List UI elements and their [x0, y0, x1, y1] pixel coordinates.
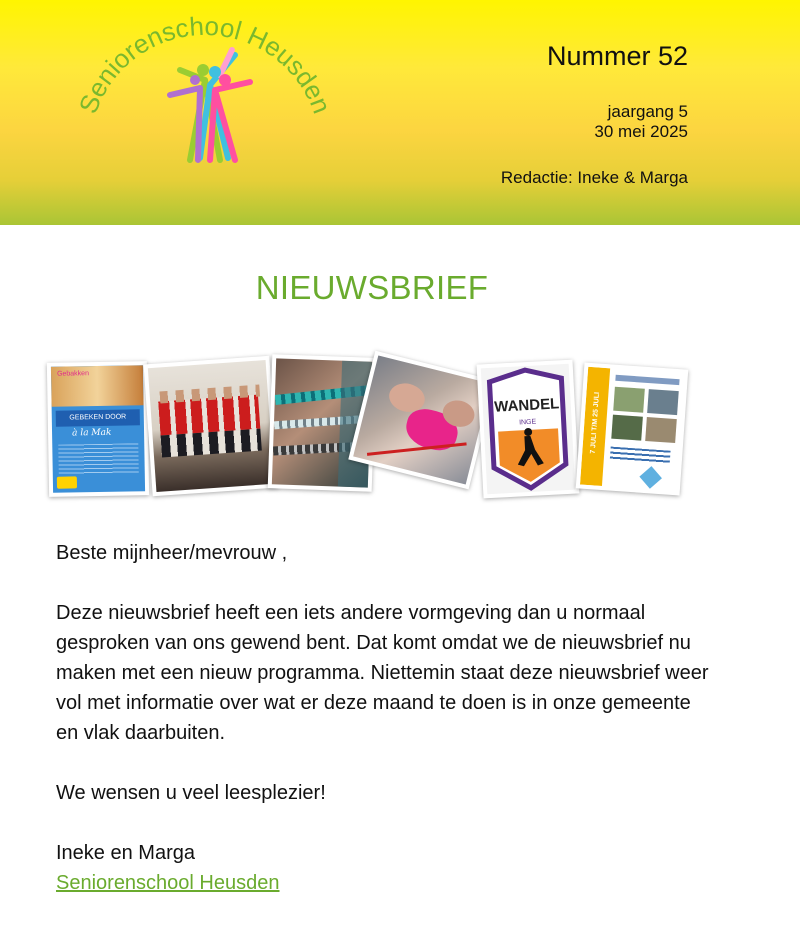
issue-info	[501, 40, 688, 188]
issue-date: 30 mei 2025	[594, 122, 688, 141]
seniorenschool-link[interactable]: Seniorenschool Heusden	[56, 872, 280, 894]
photo-wandel-badge	[477, 360, 580, 499]
badge-shield-icon	[481, 364, 575, 494]
signature: Ineke en Marga	[56, 842, 195, 864]
newsletter-title: NIEUWSBRIEF	[255, 269, 489, 306]
letter-body	[56, 538, 716, 898]
badge-name: INGE	[518, 418, 537, 427]
editors: Redactie: Ineke & Marga	[500, 168, 688, 187]
greeting: Beste mijnheer/mevrouw ,	[56, 542, 288, 564]
poster-caption-mid: GEBEKEN DOOR	[56, 409, 140, 426]
logo-text: Seniorenschool Heusden	[72, 10, 338, 118]
header-banner	[0, 0, 800, 225]
poster-caption-script: à la Mak	[71, 427, 112, 439]
photo-activity-flyer	[576, 363, 689, 496]
issue-number: Nummer 52	[546, 41, 688, 71]
photo-collage	[40, 350, 700, 510]
reading-wish: We wensen u veel leesplezier!	[56, 782, 326, 804]
intro-paragraph: Deze nieuwsbrief heeft een iets andere vormgeving dan u normaal gesproken van ons gewend bent. Dat komt omdat we de nieuwsbrief nu maken met een nieuw programma. Niettemin staat deze nieuwsbrief weer vol met informatie over wat er deze maand te doen is in onze gemeente en vlak daarbuiten.	[56, 602, 709, 744]
year-volume: jaargang 5	[607, 102, 688, 121]
photo-poster-baking	[47, 361, 149, 497]
badge-title: WANDEL	[493, 395, 560, 416]
logo	[60, 10, 350, 180]
photo-group-red-shirts	[144, 356, 279, 496]
dancers-icon	[170, 50, 250, 160]
poster-caption-top: Gebakken	[56, 370, 90, 378]
flyer-side-text: 7 JULI T/M 25 JULI	[589, 391, 601, 455]
